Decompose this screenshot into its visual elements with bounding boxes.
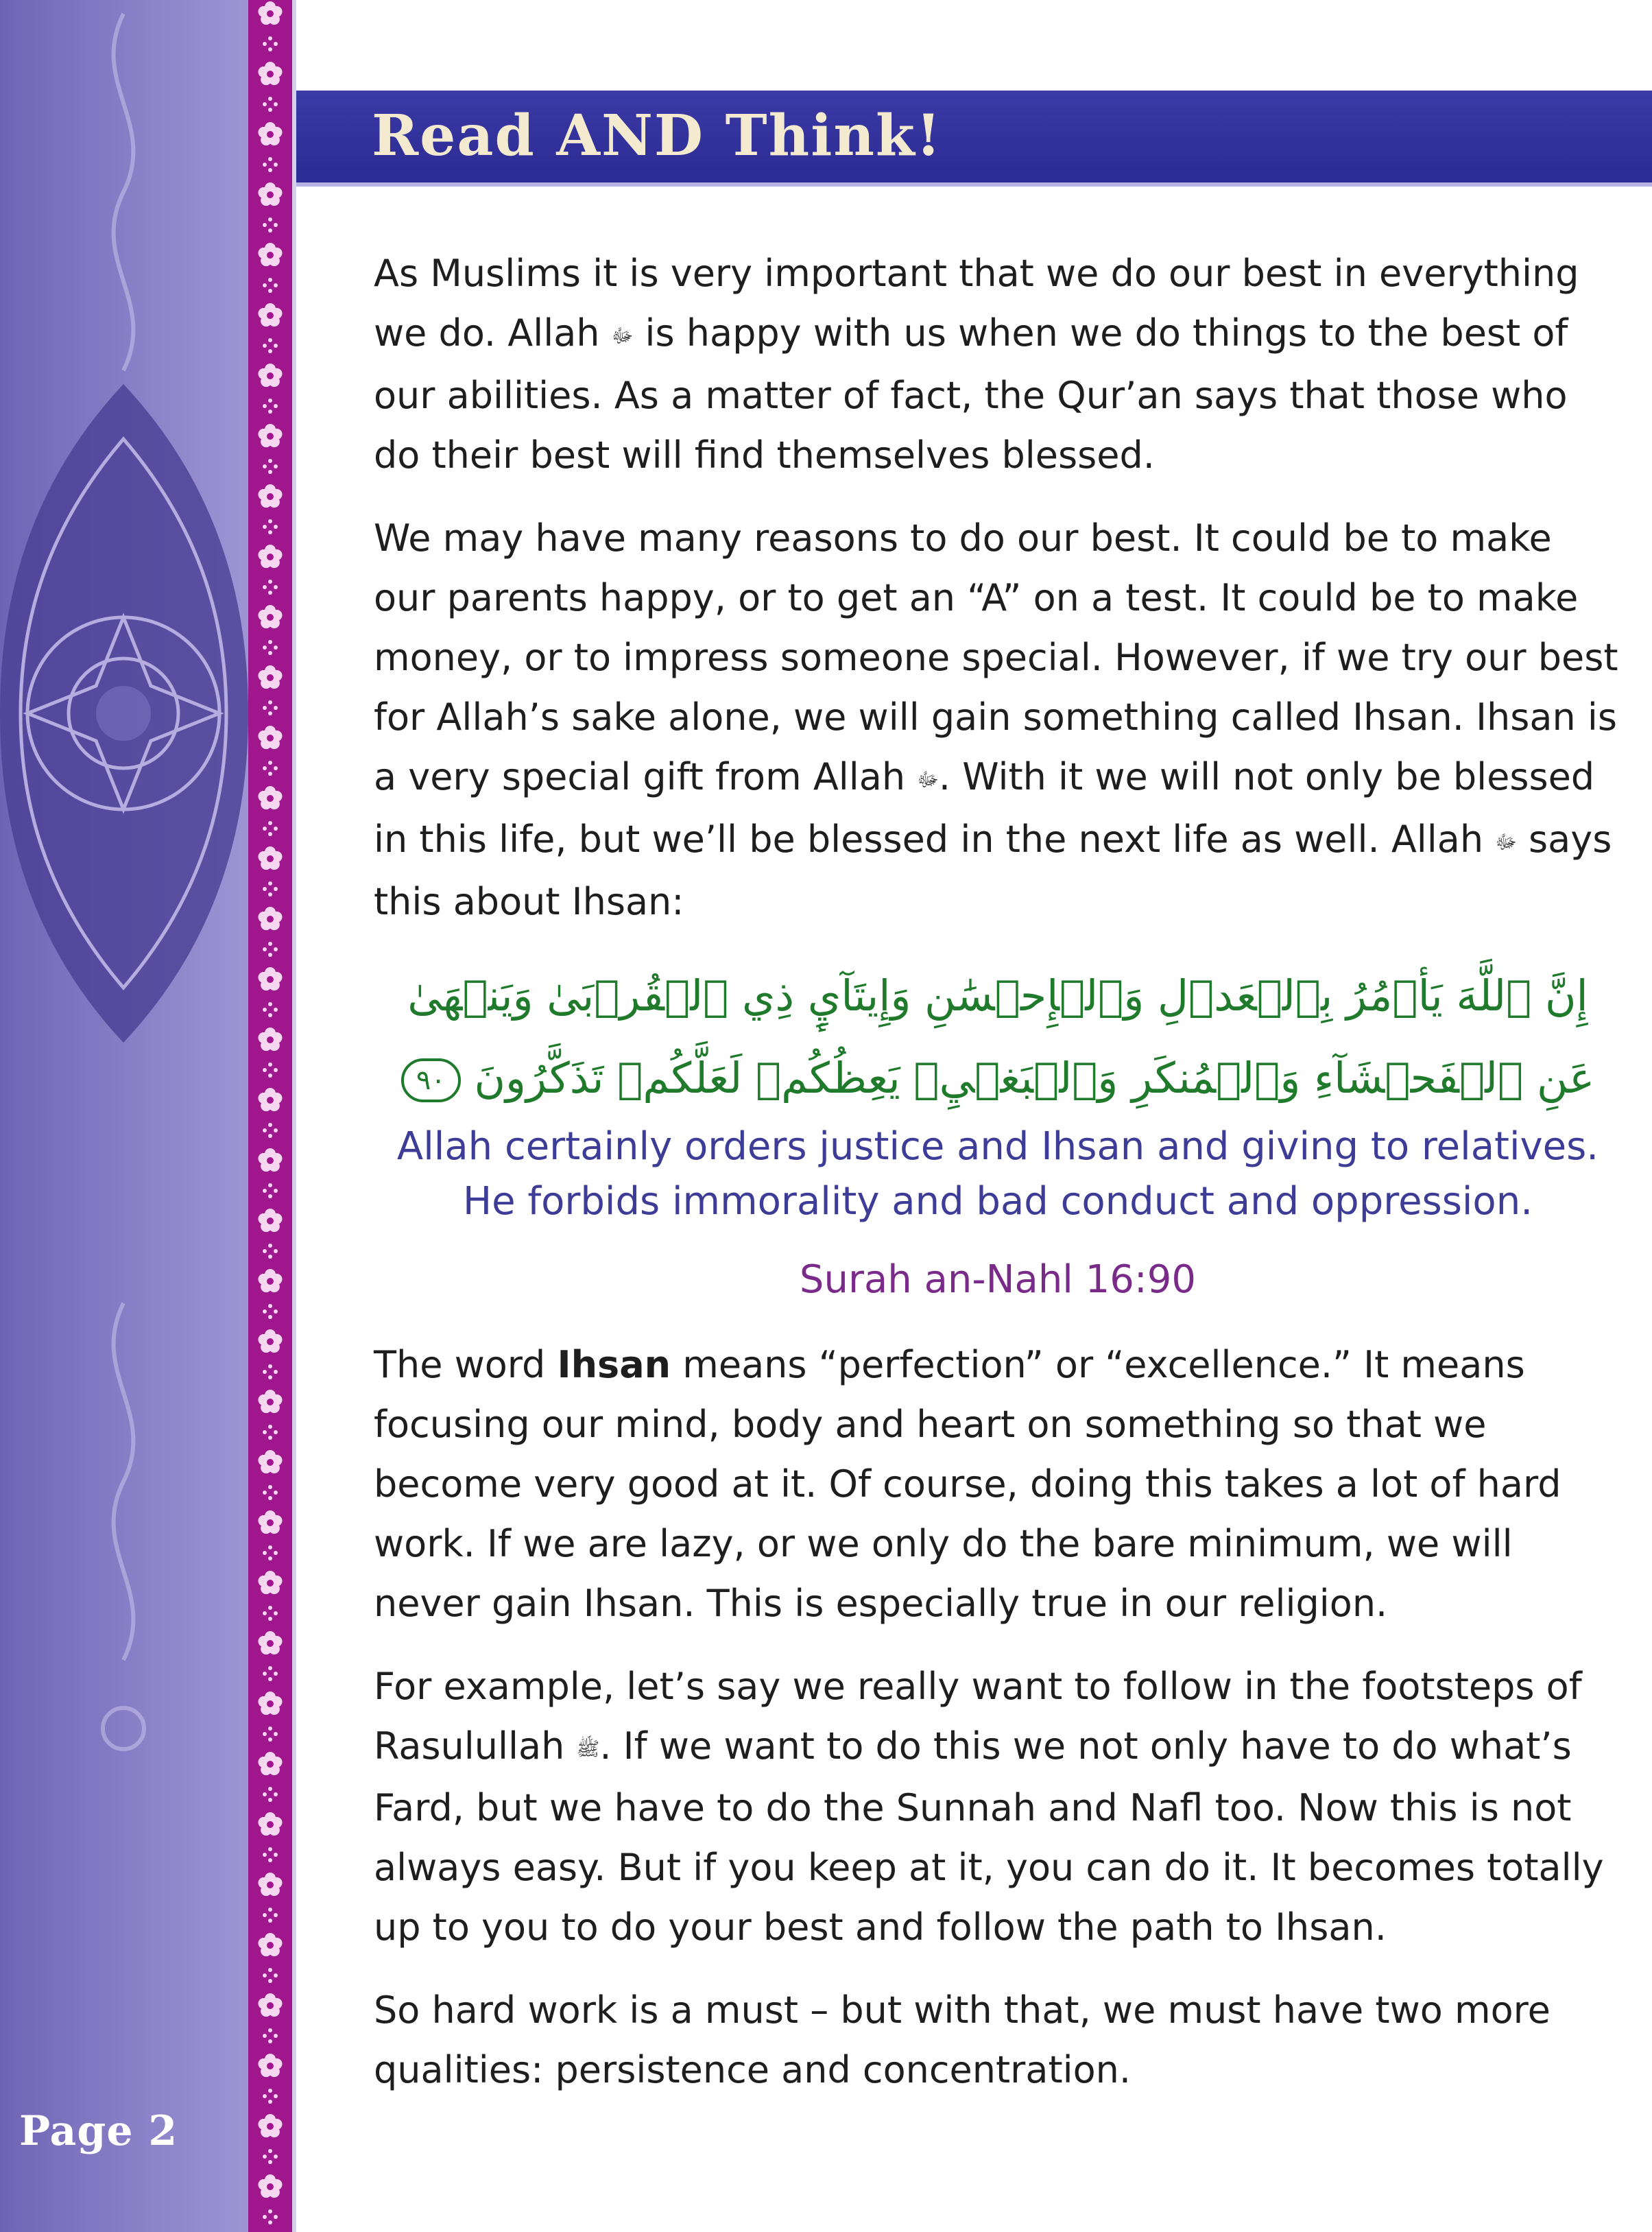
dot-cluster-icon	[263, 1062, 278, 1078]
flower-icon	[258, 1329, 282, 1353]
dot-cluster-icon	[263, 1304, 278, 1319]
flower-icon	[258, 605, 282, 628]
paragraph-5: So hard work is a must – but with that, we must have two more qualities: persistence and concentration.	[374, 1988, 1551, 2092]
dot-cluster-icon	[263, 1968, 278, 1983]
dot-cluster-icon	[263, 1244, 278, 1259]
flower-icon	[258, 545, 282, 568]
flower-icon	[258, 424, 282, 447]
flower-icon	[258, 182, 282, 206]
section-header	[296, 91, 1652, 187]
dot-cluster-icon	[263, 278, 278, 293]
paragraph-text: For example, let’s say we really want to follow in the footsteps of Rasulullah	[374, 1664, 1582, 1768]
dot-cluster-icon	[263, 1183, 278, 1198]
dot-cluster-icon	[263, 157, 278, 172]
paragraph-2	[374, 508, 1622, 931]
flower-icon	[258, 1028, 282, 1051]
dot-cluster-icon	[263, 881, 278, 897]
dot-cluster-icon	[263, 1908, 278, 1923]
dot-cluster-icon	[263, 761, 278, 776]
flower-icon	[258, 1510, 282, 1534]
dot-cluster-icon	[263, 399, 278, 414]
section-title: Read AND Think!	[372, 103, 942, 169]
allah-honorific-icon: ﷻ	[1495, 830, 1517, 853]
arabesque-ornament-icon	[0, 0, 248, 2232]
flower-icon	[258, 1571, 282, 1594]
flower-icon	[258, 846, 282, 870]
ayah-number-marker: ٩٠	[401, 1058, 461, 1102]
dot-cluster-icon	[263, 2209, 278, 2224]
dot-cluster-icon	[263, 338, 278, 353]
floral-border-strip	[248, 0, 292, 2232]
paragraph-text: As Muslims it is very important that we do our best in everything we do. Allah	[374, 252, 1579, 355]
flower-icon	[258, 1993, 282, 2017]
flower-icon	[258, 122, 282, 145]
flower-icon	[258, 1691, 282, 1715]
verse-reference: Surah an-Nahl 16:90	[799, 1257, 1197, 1302]
dot-cluster-icon	[263, 640, 278, 655]
flower-icon	[258, 1450, 282, 1473]
flower-icon	[258, 1631, 282, 1654]
dot-cluster-icon	[263, 1002, 278, 1017]
dot-cluster-icon	[263, 700, 278, 715]
flower-icon	[258, 1209, 282, 1232]
flower-icon	[258, 1, 282, 25]
flower-icon	[258, 2174, 282, 2198]
flower-icon	[258, 1873, 282, 1896]
flower-icon	[258, 786, 282, 809]
dot-cluster-icon	[263, 1847, 278, 1862]
main-content	[374, 244, 1622, 2123]
verse-translation	[374, 1119, 1622, 1229]
dot-cluster-icon	[263, 1726, 278, 1742]
decorative-sidebar	[0, 0, 248, 2232]
flower-icon	[258, 2054, 282, 2077]
paragraph-text: We may have many reasons to do our best. It could be to make our parents happy, or to get an “A” on a test. It could be to make money, or to impress someone special. However, if we try our best for Allah’s sake alone, we will gain something called Ihsan. Ihsan is a very special gift from Allah	[374, 516, 1618, 798]
dot-cluster-icon	[263, 1425, 278, 1440]
allah-honorific-icon: ﷻ	[917, 768, 939, 791]
dot-cluster-icon	[263, 1123, 278, 1138]
paragraph-1	[374, 244, 1622, 485]
translation-line-1: Allah certainly orders justice and Ihsan and giving to relatives.	[396, 1124, 1599, 1169]
paragraph-3	[374, 1335, 1622, 1633]
allah-honorific-icon: ﷻ	[611, 324, 634, 347]
flower-icon	[258, 484, 282, 508]
dot-cluster-icon	[263, 1364, 278, 1379]
flower-icon	[258, 1752, 282, 1775]
ihsan-bold-term: Ihsan	[557, 1342, 671, 1386]
paragraph-text: is happy with us when we do things to the best of our abilities. As a matter of fact, the Qur’an says that those who do their best will find themselves blessed.	[374, 311, 1568, 477]
paragraph-text: . With it we will not only be blessed in this life, but we’ll be blessed in the next life as well. Allah	[374, 755, 1595, 861]
flower-icon	[258, 364, 282, 387]
flower-icon	[258, 1812, 282, 1836]
translation-line-2: He forbids immorality and bad conduct and oppression.	[463, 1178, 1533, 1224]
flower-icon	[258, 303, 282, 327]
flower-icon	[258, 62, 282, 85]
flower-icon	[258, 726, 282, 749]
flower-icon	[258, 1390, 282, 1413]
prophet-honorific-icon: ﷺ	[576, 1737, 600, 1760]
arabic-line-2	[374, 1037, 1622, 1119]
dot-cluster-icon	[263, 1666, 278, 1681]
dot-cluster-icon	[263, 2149, 278, 2164]
flower-icon	[258, 1148, 282, 1172]
dot-cluster-icon	[263, 1787, 278, 1802]
dot-cluster-icon	[263, 36, 278, 51]
flower-icon	[258, 2114, 282, 2137]
flower-pattern-icon	[248, 0, 292, 2232]
dot-cluster-icon	[263, 942, 278, 957]
flower-icon	[258, 665, 282, 689]
flower-icon	[258, 967, 282, 990]
paragraph-text: . If we want to do this we not only have to do what’s Fard, but we have to do the Sunnah and Nafl too. Now this is not always easy. But if you keep at it, you can do it. It becomes totally up to you to do your best and follow the path to Ihsan.	[374, 1724, 1604, 1949]
arabic-line-1: إِنَّ ٱللَّهَ يَأۡمُرُ بِٱلۡعَدۡلِ وَٱلۡإِحۡسَٰنِ وَإِيتَآيِٕ ذِي ٱلۡقُرۡبَىٰ وَيَنۡهَىٰ	[407, 970, 1588, 1021]
dot-cluster-icon	[263, 580, 278, 595]
arabic-line-2-text: عَنِ ٱلۡفَحۡشَآءِ وَٱلۡمُنكَرِ وَٱلۡبَغۡيِۚ يَعِظُكُمۡ لَعَلَّكُمۡ تَذَكَّرُونَ	[474, 1052, 1595, 1103]
flower-icon	[258, 1088, 282, 1111]
dot-cluster-icon	[263, 1606, 278, 1621]
flower-icon	[258, 1933, 282, 1956]
dot-cluster-icon	[263, 1545, 278, 1560]
paragraph-text: The word	[374, 1342, 546, 1386]
page-edge-line	[292, 0, 296, 2232]
dot-cluster-icon	[263, 519, 278, 534]
flower-icon	[258, 907, 282, 930]
page-number: Page 2	[19, 2107, 178, 2155]
flower-icon	[258, 1269, 282, 1292]
dot-cluster-icon	[263, 2089, 278, 2104]
paragraph-text: says this about Ihsan:	[374, 817, 1612, 923]
flower-icon	[258, 243, 282, 266]
dot-cluster-icon	[263, 2028, 278, 2043]
dot-cluster-icon	[263, 821, 278, 836]
dot-cluster-icon	[263, 97, 278, 112]
paragraph-4	[374, 1657, 1622, 1958]
quran-verse-arabic	[374, 955, 1622, 1119]
dot-cluster-icon	[263, 459, 278, 474]
dot-cluster-icon	[263, 217, 278, 233]
dot-cluster-icon	[263, 1485, 278, 1500]
paragraph-text: means “perfection” or “excellence.” It means focusing our mind, body and heart on something so that we become very good at it. Of course, doing this takes a lot of hard work. If we are lazy, or we only do the bare minimum, we will never gain Ihsan. This is especially true in our religion.	[374, 1342, 1561, 1625]
